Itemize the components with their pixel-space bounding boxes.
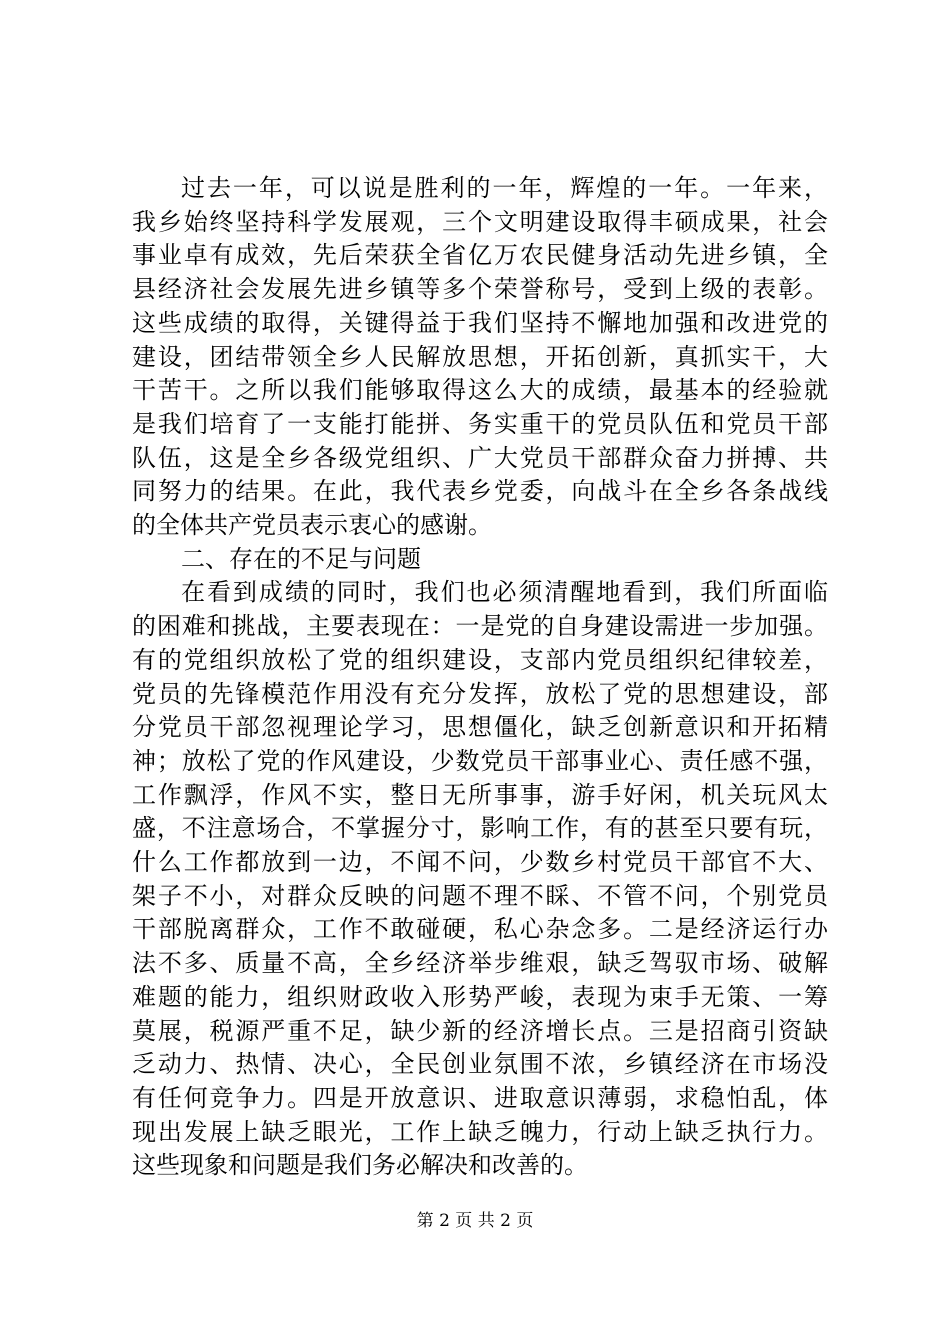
text-line: 是我们培育了一支能打能拼、务实重干的党员队伍和党员干部 [132,409,828,438]
body-text [132,172,828,1183]
text-line: 莫展，税源严重不足，缺少新的经济增长点。三是招商引资缺 [132,1016,828,1045]
section-heading: 二、存在的不足与问题 [181,544,421,573]
text-line: 盛，不注意场合，不掌握分寸，影响工作，有的甚至只要有玩， [132,814,828,843]
text-line: 乏动力、热情、决心，全民创业氛围不浓，乡镇经济在市场没 [132,1050,828,1079]
text-line: 这些现象和问题是我们务必解决和改善的。 [132,1151,588,1180]
text-line: 架子不小，对群众反映的问题不理不睬、不管不问，个别党员 [132,881,828,910]
text-line: 现出发展上缺乏眼光，工作上缺乏魄力，行动上缺乏执行力。 [132,1117,828,1146]
text-line: 的困难和挑战，主要表现在：一是党的自身建设需进一步加强。 [132,612,828,641]
text-line: 的全体共产党员表示衷心的感谢。 [132,511,492,540]
page-footer: 第 2 页 共 2 页 [416,1211,534,1231]
text-line: 干苦干。之所以我们能够取得这么大的成绩，最基本的经验就 [132,376,828,405]
text-line: 分党员干部忽视理论学习，思想僵化，缺乏创新意识和开拓精 [132,713,828,742]
text-line: 有任何竞争力。四是开放意识、进取意识薄弱，求稳怕乱，体 [132,1083,828,1112]
text-line: 难题的能力，组织财政收入形势严峻，表现为束手无策、一筹 [132,982,828,1011]
text-line: 建设，团结带领全乡人民解放思想，开拓创新，真抓实干，大 [132,342,828,371]
text-line: 这些成绩的取得，关键得益于我们坚持不懈地加强和改进党的 [132,308,828,337]
text-line: 在看到成绩的同时，我们也必须清醒地看到，我们所面临 [181,578,828,607]
text-line: 法不多、质量不高，全乡经济举步维艰，缺乏驾驭市场、破解 [132,949,828,978]
text-line: 县经济社会发展先进乡镇等多个荣誉称号，受到上级的表彰。 [132,275,828,304]
text-line: 工作飘浮，作风不实，整日无所事事，游手好闲，机关玩风太 [132,780,828,809]
text-line: 同努力的结果。在此，我代表乡党委，向战斗在全乡各条战线 [132,477,828,506]
text-line: 神；放松了党的作风建设，少数党员干部事业心、责任感不强， [132,746,828,775]
text-line: 党员的先锋模范作用没有充分发挥，放松了党的思想建设，部 [132,679,828,708]
text-line: 干部脱离群众，工作不敢碰硬，私心杂念多。二是经济运行办 [132,915,828,944]
text-line: 队伍，这是全乡各级党组织、广大党员干部群众奋力拼搏、共 [132,443,828,472]
text-line: 我乡始终坚持科学发展观，三个文明建设取得丰硕成果，社会 [132,207,828,236]
text-line: 什么工作都放到一边，不闻不问，少数乡村党员干部官不大、 [132,848,828,877]
text-line: 事业卓有成效，先后荣获全省亿万农民健身活动先进乡镇，全 [132,241,828,270]
text-line: 过去一年，可以说是胜利的一年，辉煌的一年。一年来， [181,174,828,202]
text-line: 有的党组织放松了党的组织建设，支部内党员组织纪律较差， [132,645,828,674]
